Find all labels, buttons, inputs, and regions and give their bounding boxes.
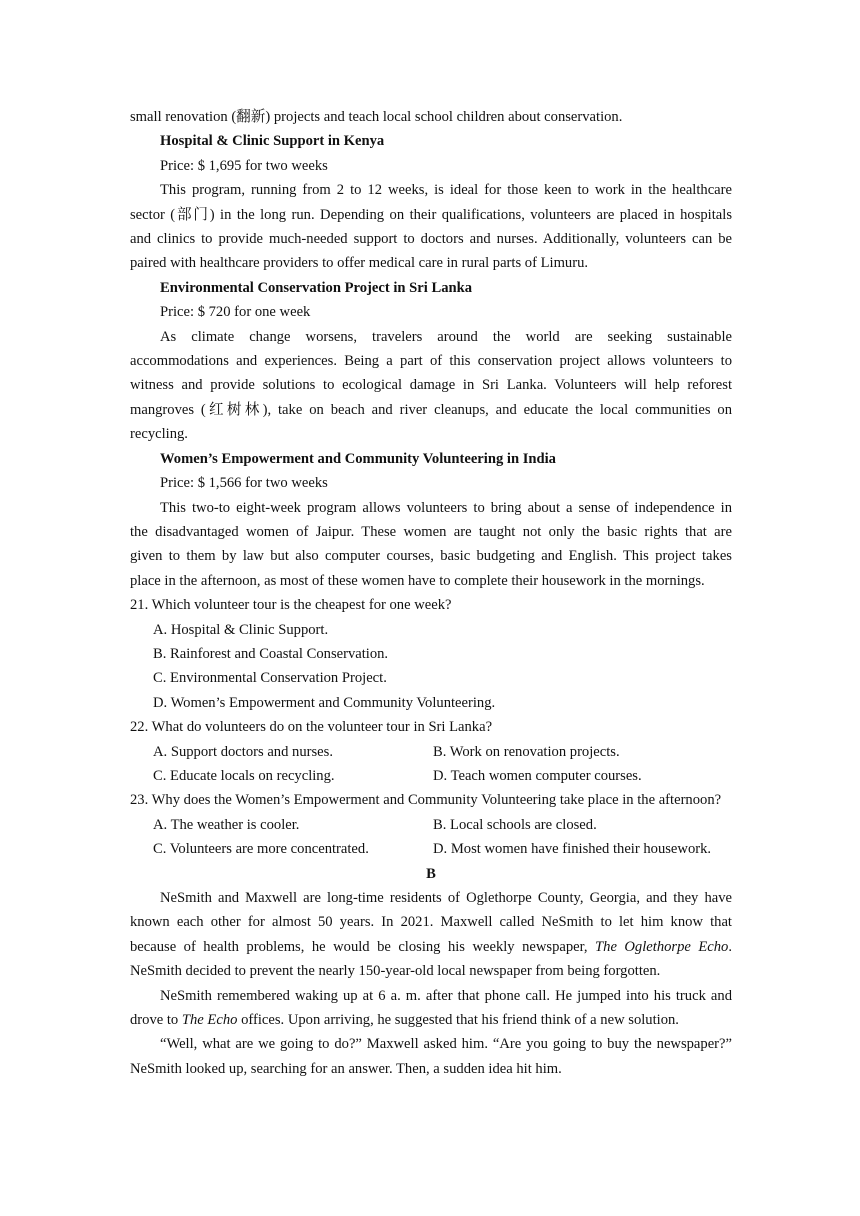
kenya-text-line: paired with healthcare providers to offer medical care in rural parts of Limuru. [130,255,589,272]
passage-b-text-line: “Well, what are we going to do?” Maxwell asked him. “Are you going to buy the newspaper?” [160,1036,732,1053]
srilanka-text-line: accommodations and experiences. Being a part of this conservation project allows volunteers to [130,353,732,370]
question-22-option-d: D. Teach women computer courses. [433,767,642,784]
question-22-stem: 22. What do volunteers do on the volunteer tour in Sri Lanka? [130,719,493,736]
srilanka-text-line: witness and provide solutions to ecological damage in Sri Lanka. Volunteers will help reforest [130,377,732,394]
kenya-text-line: and clinics to provide much-needed support to doctors and nurses. Additionally, volunteers can be [130,231,732,248]
passage-b-text-fragment: drove to [130,1012,179,1029]
passage-b-text-fragment: because of health problems, he would be closing his weekly newspaper, [130,938,588,955]
question-21-option-d: D. Women’s Empowerment and Community Volunteering. [153,694,496,711]
passage-b-text-line: NeSmith remembered waking up at 6 a. m. after that phone call. He jumped into his truck and [160,987,732,1004]
passage-b-heading: B [426,865,436,882]
question-22-option-b: B. Work on renovation projects. [433,743,620,760]
question-23-option-d: D. Most women have finished their housework. [433,841,712,858]
question-23-options-row [130,837,732,861]
passage-b-text-line: NeSmith and Maxwell are long-time residents of Oglethorpe County, Georgia, and they have [160,890,732,906]
india-text-line: place in the afternoon, as most of these women have to complete their housework in the mornings. [130,572,705,589]
period: . [728,938,732,955]
passage-b-text-line: NeSmith decided to prevent the nearly 150-year-old local newspaper from being forgotten. [130,963,661,980]
question-23-option-c: C. Volunteers are more concentrated. [153,841,369,858]
question-22-options-row [130,740,732,764]
question-23-option-a: A. The weather is cooler. [153,816,300,833]
india-text-line: This two-to eight-week program allows volunteers to bring about a sense of independence in [160,499,732,516]
kenya-text-line: sector (部门) in the long run. Depending on their qualifications, volunteers are placed in hospitals [130,206,732,223]
srilanka-text-line: recycling. [130,426,188,443]
question-22-option-a: A. Support doctors and nurses. [153,743,333,760]
passage-b-text-line: known each other for almost 50 years. In 2021. Maxwell called NeSmith to let him know that [130,914,732,931]
question-22-option-c: C. Educate locals on recycling. [153,767,335,784]
newspaper-short-title: The Echo [181,1012,238,1029]
india-text-line: given to them by law but also computer courses, basic budgeting and English. This project takes [130,548,732,565]
question-23-option-b: B. Local schools are closed. [433,816,597,833]
india-title: Women’s Empowerment and Community Volunteering in India [160,450,556,467]
kenya-text-line: This program, running from 2 to 12 weeks, is ideal for those keen to work in the healthcare [160,182,732,199]
srilanka-price: Price: $ 720 for one week [160,304,311,321]
question-21-option-b: B. Rainforest and Coastal Conservation. [153,645,389,662]
question-23-options-row [130,813,732,837]
srilanka-text-line: mangroves (红树林), take on beach and river cleanups, and educate the local communities on [130,401,732,418]
question-21-option-c: C. Environmental Conservation Project. [153,670,387,687]
kenya-price: Price: $ 1,695 for two weeks [160,157,328,174]
india-text-line: the disadvantaged women of Jaipur. These women are taught not only the basic rights that are [130,523,732,540]
passage-b-text-line [130,1008,732,1032]
newspaper-title: The Oglethorpe Echo [595,938,729,955]
intro-line: small renovation (翻新) projects and teach local school children about conservation. [130,109,623,125]
question-23-stem: 23. Why does the Women’s Empowerment and Community Volunteering take place in the afternoon? [130,792,722,809]
india-price: Price: $ 1,566 for two weeks [160,475,328,492]
kenya-title: Hospital & Clinic Support in Kenya [160,133,385,150]
question-21-option-a: A. Hospital & Clinic Support. [153,621,329,638]
passage-b-text-line [130,935,732,959]
question-21-stem: 21. Which volunteer tour is the cheapest for one week? [130,597,452,614]
question-22-options-row [130,764,732,788]
srilanka-title: Environmental Conservation Project in Sri Lanka [160,279,473,296]
document-body [130,105,732,1081]
passage-b-text-fragment: offices. Upon arriving, he suggested that his friend think of a new solution. [241,1012,679,1029]
srilanka-text-line: As climate change worsens, travelers around the world are seeking sustainable [160,328,732,345]
passage-b-text-line: NeSmith looked up, searching for an answer. Then, a sudden idea hit him. [130,1060,562,1077]
